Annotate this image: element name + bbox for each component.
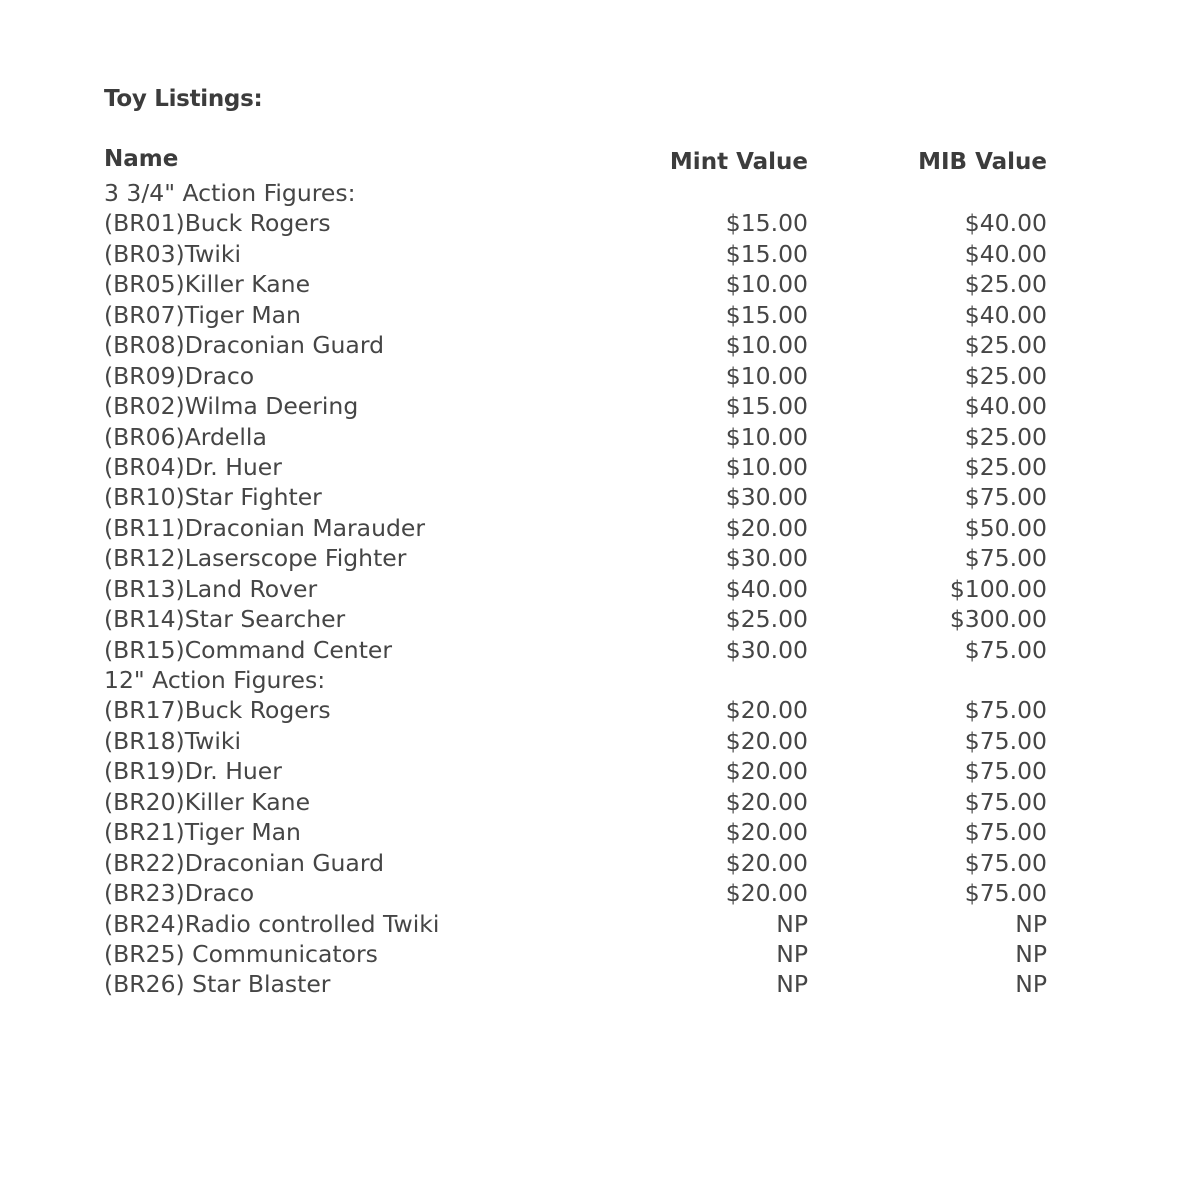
mib-value: $25.00 [964, 452, 1047, 481]
mib-value: $40.00 [964, 209, 1047, 238]
mint-value: $20.00 [725, 787, 808, 816]
mib-value: $75.00 [964, 848, 1047, 877]
toy-name: (BR10)Star Fighter [104, 483, 322, 512]
mint-value: $20.00 [725, 696, 808, 725]
table-row [0, 939, 1191, 969]
table-row [0, 482, 1191, 512]
toy-name: 3 3/4" Action Figures: [104, 179, 356, 207]
mint-value: $20.00 [725, 818, 808, 847]
table-header [0, 146, 1191, 180]
table-row [0, 269, 1191, 299]
mint-value: $10.00 [725, 270, 808, 299]
table-row [0, 909, 1191, 939]
mint-value: $20.00 [725, 757, 808, 786]
toy-name: (BR25) Communicators [104, 939, 378, 968]
mib-value: $75.00 [964, 879, 1047, 908]
mib-value: $75.00 [964, 635, 1047, 664]
toy-name: (BR23)Draco [104, 879, 255, 908]
table-row [0, 239, 1191, 269]
mib-value: $100.00 [949, 574, 1047, 603]
column-header-mint-value: Mint Value [669, 149, 808, 175]
mib-value: $300.00 [949, 605, 1047, 634]
table-row [0, 330, 1191, 360]
mint-value: $30.00 [725, 635, 808, 664]
mib-value: $75.00 [964, 757, 1047, 786]
table-row [0, 513, 1191, 543]
mib-value: $50.00 [964, 513, 1047, 542]
mib-value: $75.00 [964, 544, 1047, 573]
toy-name: (BR05)Killer Kane [104, 270, 311, 299]
table-row [0, 208, 1191, 238]
mib-value: $40.00 [964, 392, 1047, 421]
mint-value: NP [776, 970, 808, 999]
toy-name: (BR11)Draconian Marauder [104, 513, 426, 542]
mib-value: NP [1015, 909, 1047, 938]
toy-name: (BR07)Tiger Man [104, 300, 301, 329]
table-row [0, 817, 1191, 847]
table-row [0, 787, 1191, 817]
table-row [0, 543, 1191, 573]
toy-name: (BR14)Star Searcher [104, 605, 346, 634]
table-row [0, 391, 1191, 421]
mint-value: $30.00 [725, 544, 808, 573]
mint-value: NP [776, 909, 808, 938]
toy-name: (BR26) Star Blaster [104, 970, 331, 999]
mint-value: $20.00 [725, 726, 808, 755]
table-row [0, 300, 1191, 330]
mint-value: $15.00 [725, 392, 808, 421]
mint-value: $25.00 [725, 605, 808, 634]
toy-name: (BR15)Command Center [104, 635, 393, 664]
table-row [0, 635, 1191, 665]
table-row [0, 726, 1191, 756]
mib-value: $40.00 [964, 239, 1047, 268]
mib-value: $25.00 [964, 361, 1047, 390]
toy-name: (BR21)Tiger Man [104, 818, 301, 847]
table-row [0, 878, 1191, 908]
table-row [0, 848, 1191, 878]
toy-name: (BR18)Twiki [104, 726, 242, 755]
mint-value: NP [776, 939, 808, 968]
mint-value: $10.00 [725, 331, 808, 360]
page-title: Toy Listings: [104, 86, 263, 112]
table-row [0, 604, 1191, 634]
table-row [0, 422, 1191, 452]
mint-value: $15.00 [725, 239, 808, 268]
column-header-name: Name [104, 146, 179, 172]
table-row [0, 361, 1191, 391]
mib-value: $75.00 [964, 696, 1047, 725]
mib-value: NP [1015, 939, 1047, 968]
mib-value: $25.00 [964, 270, 1047, 299]
group-heading-row [0, 665, 1191, 695]
table-row [0, 695, 1191, 725]
mint-value: $15.00 [725, 209, 808, 238]
group-heading-row [0, 178, 1191, 208]
mint-value: $10.00 [725, 452, 808, 481]
toy-name: (BR01)Buck Rogers [104, 209, 331, 238]
mib-value: $40.00 [964, 300, 1047, 329]
mib-value: $75.00 [964, 483, 1047, 512]
toy-name: (BR24)Radio controlled Twiki [104, 909, 440, 938]
toy-name: (BR02)Wilma Deering [104, 392, 359, 421]
toy-name: (BR19)Dr. Huer [104, 757, 282, 786]
table-row [0, 452, 1191, 482]
toy-name: (BR17)Buck Rogers [104, 696, 331, 725]
mint-value: $20.00 [725, 848, 808, 877]
mint-value: $20.00 [725, 879, 808, 908]
mint-value: $30.00 [725, 483, 808, 512]
mib-value: $75.00 [964, 726, 1047, 755]
toy-name: (BR20)Killer Kane [104, 787, 311, 816]
toy-name: (BR03)Twiki [104, 239, 242, 268]
mib-value: $75.00 [964, 818, 1047, 847]
mib-value: $75.00 [964, 787, 1047, 816]
table-row [0, 574, 1191, 604]
toy-name: (BR09)Draco [104, 361, 255, 390]
toy-name: (BR04)Dr. Huer [104, 452, 282, 481]
toy-name: 12" Action Figures: [104, 666, 326, 694]
table-row [0, 969, 1191, 999]
toy-listing-table [0, 178, 1191, 1000]
toy-name: (BR08)Draconian Guard [104, 331, 385, 360]
mint-value: $15.00 [725, 300, 808, 329]
toy-name: (BR06)Ardella [104, 422, 267, 451]
toy-name: (BR13)Land Rover [104, 574, 318, 603]
mint-value: $10.00 [725, 361, 808, 390]
toy-name: (BR12)Laserscope Fighter [104, 544, 407, 573]
mib-value: $25.00 [964, 331, 1047, 360]
mib-value: $25.00 [964, 422, 1047, 451]
mint-value: $10.00 [725, 422, 808, 451]
toy-name: (BR22)Draconian Guard [104, 848, 385, 877]
column-header-mib-value: MIB Value [918, 149, 1047, 175]
mint-value: $20.00 [725, 513, 808, 542]
mint-value: $40.00 [725, 574, 808, 603]
mib-value: NP [1015, 970, 1047, 999]
table-row [0, 756, 1191, 786]
